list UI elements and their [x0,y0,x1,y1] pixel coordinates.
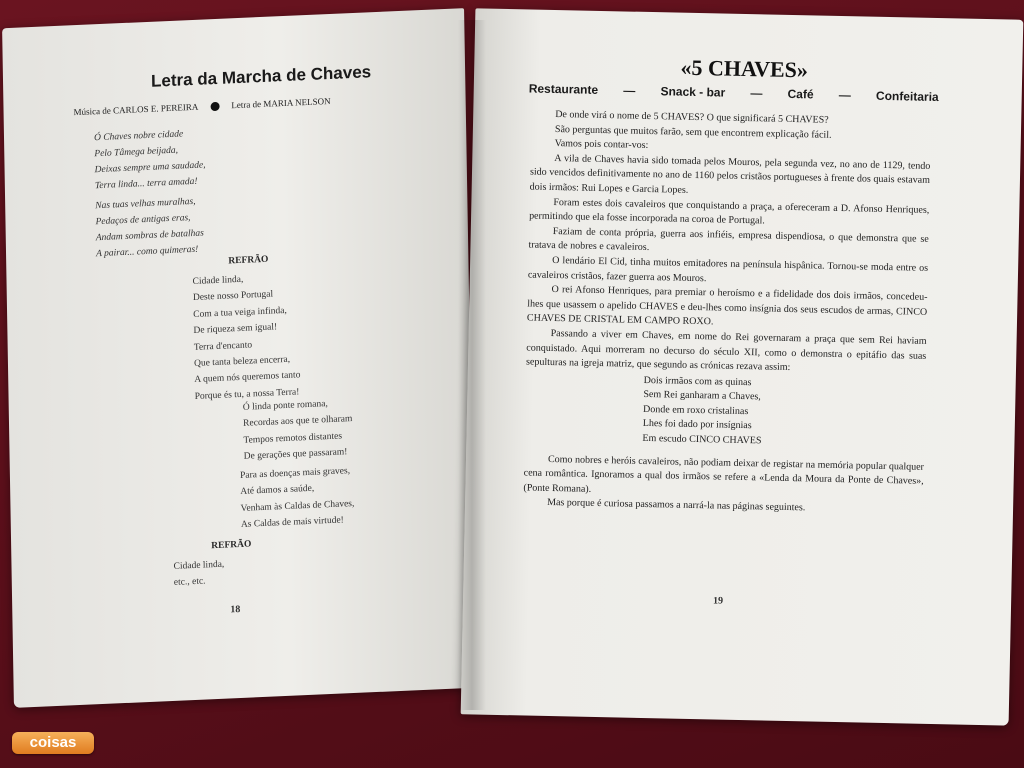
paragraph: De onde virá o nome de 5 CHAVES? O que significará 5 CHAVES? [555,109,829,126]
stanza-1 [94,125,206,194]
verse-line: A pairar... como quimeras! [96,244,199,260]
verse-line: Venham às Caldas de Chaves, [240,498,355,514]
verse-line: Terra d'encanto [193,340,253,353]
right-page-title: «5 CHAVES» [680,54,809,83]
verse-line: Ó Chaves nobre cidade [93,129,184,144]
subtitle [529,81,939,104]
subtitle-part: Café [787,86,814,102]
verse-line: Deixas sempre uma saudade, [94,160,206,176]
verse-line: Porque és tu, a nossa Terra! [194,387,300,402]
epitaph-line: Donde em roxo cristalinas [642,403,749,418]
verse-line: Nas tuas velhas muralhas, [95,196,196,212]
paragraph: São perguntas que muitos farão, sem que encontrem explicação fácil. [554,123,832,141]
verse-line: De gerações que passaram! [243,447,348,463]
page-number-right: 19 [712,595,724,607]
verse-line: Cidade linda, [173,559,225,572]
paragraph: Vamos pois contar-vos: [554,138,649,152]
refrao-ending [173,557,224,592]
epitaph [642,374,925,453]
verse-line: Para as doenças mais graves, [239,466,351,481]
stanza-4 [240,463,355,534]
verse-line: Pelo Tâmega beijada, [94,145,179,160]
paragraph: A vila de Chaves havia sido tomada pelos Mouros, pela segunda vez, no ano de 1129, tendo sido vencidos definitivamente no ano de 1160 pelos cristãos portugueses à frente dos quais estavam dois irmãos: Rui Lopes e Garcia Lopes. [529,152,931,196]
lyrics-credit: Letra de MARIA NELSON [231,95,331,111]
refrao-label: REFRÃO [228,254,269,267]
body-text [523,108,931,519]
verse-line: Que tanta beleza encerra, [193,354,291,369]
verse-line: Com a tua veiga infinda, [193,305,287,320]
subtitle-part: Confeitaria [875,88,939,105]
right-page [461,8,1024,725]
watermark-logo: coisas [12,732,94,754]
epitaph-line: Em escudo CINCO CHAVES [642,432,762,447]
verse-line: Recordas aos que te olharam [243,414,353,430]
page-number-left: 18 [230,603,241,616]
epitaph-line: Dois irmãos com as quinas [643,374,752,388]
verse-line: etc., etc. [173,576,206,589]
stanza-2 [95,194,204,263]
bullet-dot-icon [210,102,219,111]
epitaph-line: Lhes foi dado por insígnias [642,418,752,432]
credits-line [74,91,444,118]
verse-line: Tempos remotos distantes [243,431,343,446]
epitaph-line: Sem Rei ganharam a Chaves, [643,389,761,403]
verse-line: Terra linda... terra amada! [94,176,198,192]
left-page-title: Letra da Marcha de Chaves [150,62,372,91]
verse-line: Deste nosso Portugal [192,289,274,304]
verse-line: As Caldas de mais virtude! [240,515,344,531]
verse-line: De riqueza sem igual! [193,322,278,337]
paragraph: Como nobres e heróis cavaleiros, não podiam deixar de registar na memória popular qualquer cena romântica. Ignoramos a qual dos irmãos se refere a «Lenda da Moura da Ponte de Chaves», (Ponte Romana). [523,453,925,495]
verse-line: Andam sombras de batalhas [95,228,204,244]
subtitle-dash: — [623,83,636,98]
paragraph: O lendário El Cid, tinha muitos emitadores na península hispânica. Tornou-se moda entre os cavaleiros cristãos, fazer guerra aos Mouros. [527,254,929,284]
subtitle-dash: — [838,87,851,103]
verse-line: Ó linda ponte romana, [242,399,328,413]
paragraph: Foram estes dois cavaleiros que conquistando a praça, a ofereceram a D. Afonso Henriques, permitindo que ela fosse incorporada na coroa de Portugal. [528,196,930,227]
refrao-label: REFRÃO [211,539,252,552]
paragraph: O rei Afonso Henriques, para premiar o heroísmo e a fidelidade dos dois irmãos, concedeu-lhes que usassem o apelido CHAVES e deu-lhes como insígnia dos seus escudos de armas, CINCO CHAVES DE CRISTAL EM CAMPO ROXO. [526,284,928,328]
paragraph: Mas porque é curiosa passamos a narrá-la nas páginas seguintes. [546,497,806,514]
paragraph: Faziam de conta própria, guerra aos infiéis, empresa dispendiosa, o que demonstra que se tratava de nobres e cavaleiros. [528,225,929,254]
music-credit: Música de CARLOS E. PEREIRA [73,101,199,118]
refrao [193,269,301,405]
stanza-3 [243,395,353,465]
paragraph: Passando a viver em Chaves, em nome do Rei governaram a praça que sem Rei haviam conquistado. Aqui morreram no decurso do século XII, como o demonstra o epitáfio das suas sepulturas na igreja matriz, que segundo as crónicas rezava assim: [525,327,927,374]
verse-line: A quem nós queremos tanto [194,370,301,386]
verse-line: Até damos a saúde, [240,484,315,498]
verse-line: Pedaços de antigas eras, [95,213,191,228]
subtitle-part: Restaurante [528,81,599,97]
verse-line: Cidade linda, [192,274,244,288]
left-page [2,8,476,708]
subtitle-part: Snack - bar [660,84,726,100]
subtitle-dash: — [750,86,763,101]
